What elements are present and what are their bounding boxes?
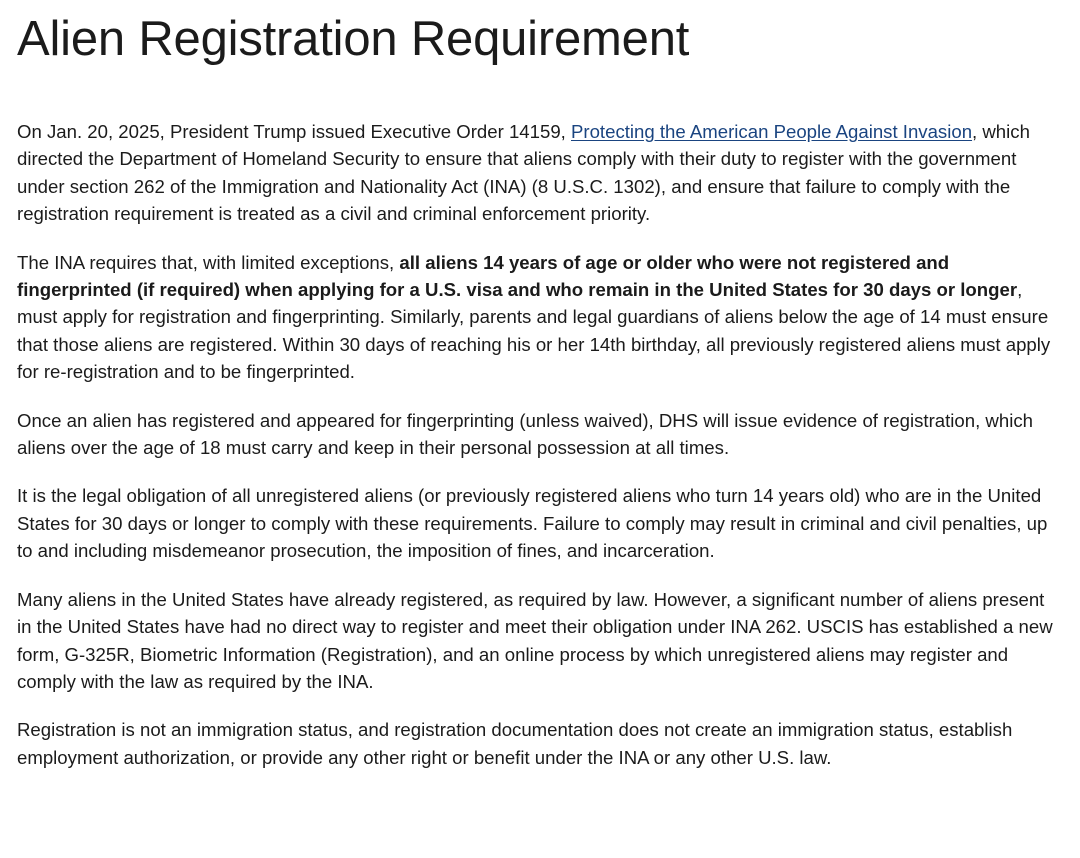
paragraph-legal-obligation: It is the legal obligation of all unregistered aliens (or previously registered aliens who turn 14 years old) who are in the United States for 30 days or longer to comply with these requirements. Failure to comply may result in criminal and civil penalties, up to and including misdemeanor prosecution, the imposition of fines, and incarceration. (17, 485, 1048, 562)
paragraph-not-a-status: Registration is not an immigration status, and registration documentation does not create an immigration status, establish employment authorization, or provide any other right or benefit under the INA or any other U.S. law. (17, 719, 1013, 768)
emphasized-text: all aliens 14 years of age or older who were not registered and fingerprinted (if required) when applying for a U.S. visa and who remain in the United States for 30 days or longer (17, 251, 1018, 301)
paragraph-new-form: Many aliens in the United States have already registered, as required by law. However, a significant number of aliens present in the United States have had no direct way to register and meet their obligation under INA 262. USCIS has established a new form, G-325R, Biometric Information (Registration), and an online process by which unregistered aliens may register and comply with the law as required by the INA. (17, 588, 1053, 692)
article-body (17, 118, 1062, 771)
paragraph-evidence-of-registration: Once an alien has registered and appeared for fingerprinting (unless waived), DHS will issue evidence of registration, which aliens over the age of 18 must carry and keep in their personal possession at all times. (17, 409, 1033, 459)
executive-order-link[interactable]: Protecting the American People Against Invasion (571, 121, 973, 142)
paragraph-text: , which directed the Department of Homeland Security to ensure that aliens comply with their duty to register with the government under section 262 of the Immigration and Nationality Act (INA) (8 U.S.C. 1302), and ensure that failure to comply with the registration requirement is treated as a civil and criminal enforcement priority. (17, 121, 1030, 225)
page-title: Alien Registration Requirement (17, 12, 690, 66)
paragraph-text: The INA requires that, with limited exceptions, (17, 251, 400, 273)
paragraph-ina-requirement (17, 249, 1062, 386)
paragraph-text: , must apply for registration and fingerprinting. Similarly, parents and legal guardians of aliens below the age of 14 must ensure that those aliens are registered. Within 30 days of reaching his or her 14th birthday, all previously registered aliens must apply for re-registration and to be fingerprinted. (17, 279, 1051, 383)
paragraph-text: On Jan. 20, 2025, President Trump issued Executive Order 14159, (17, 121, 571, 142)
paragraph-executive-order (17, 118, 1062, 228)
